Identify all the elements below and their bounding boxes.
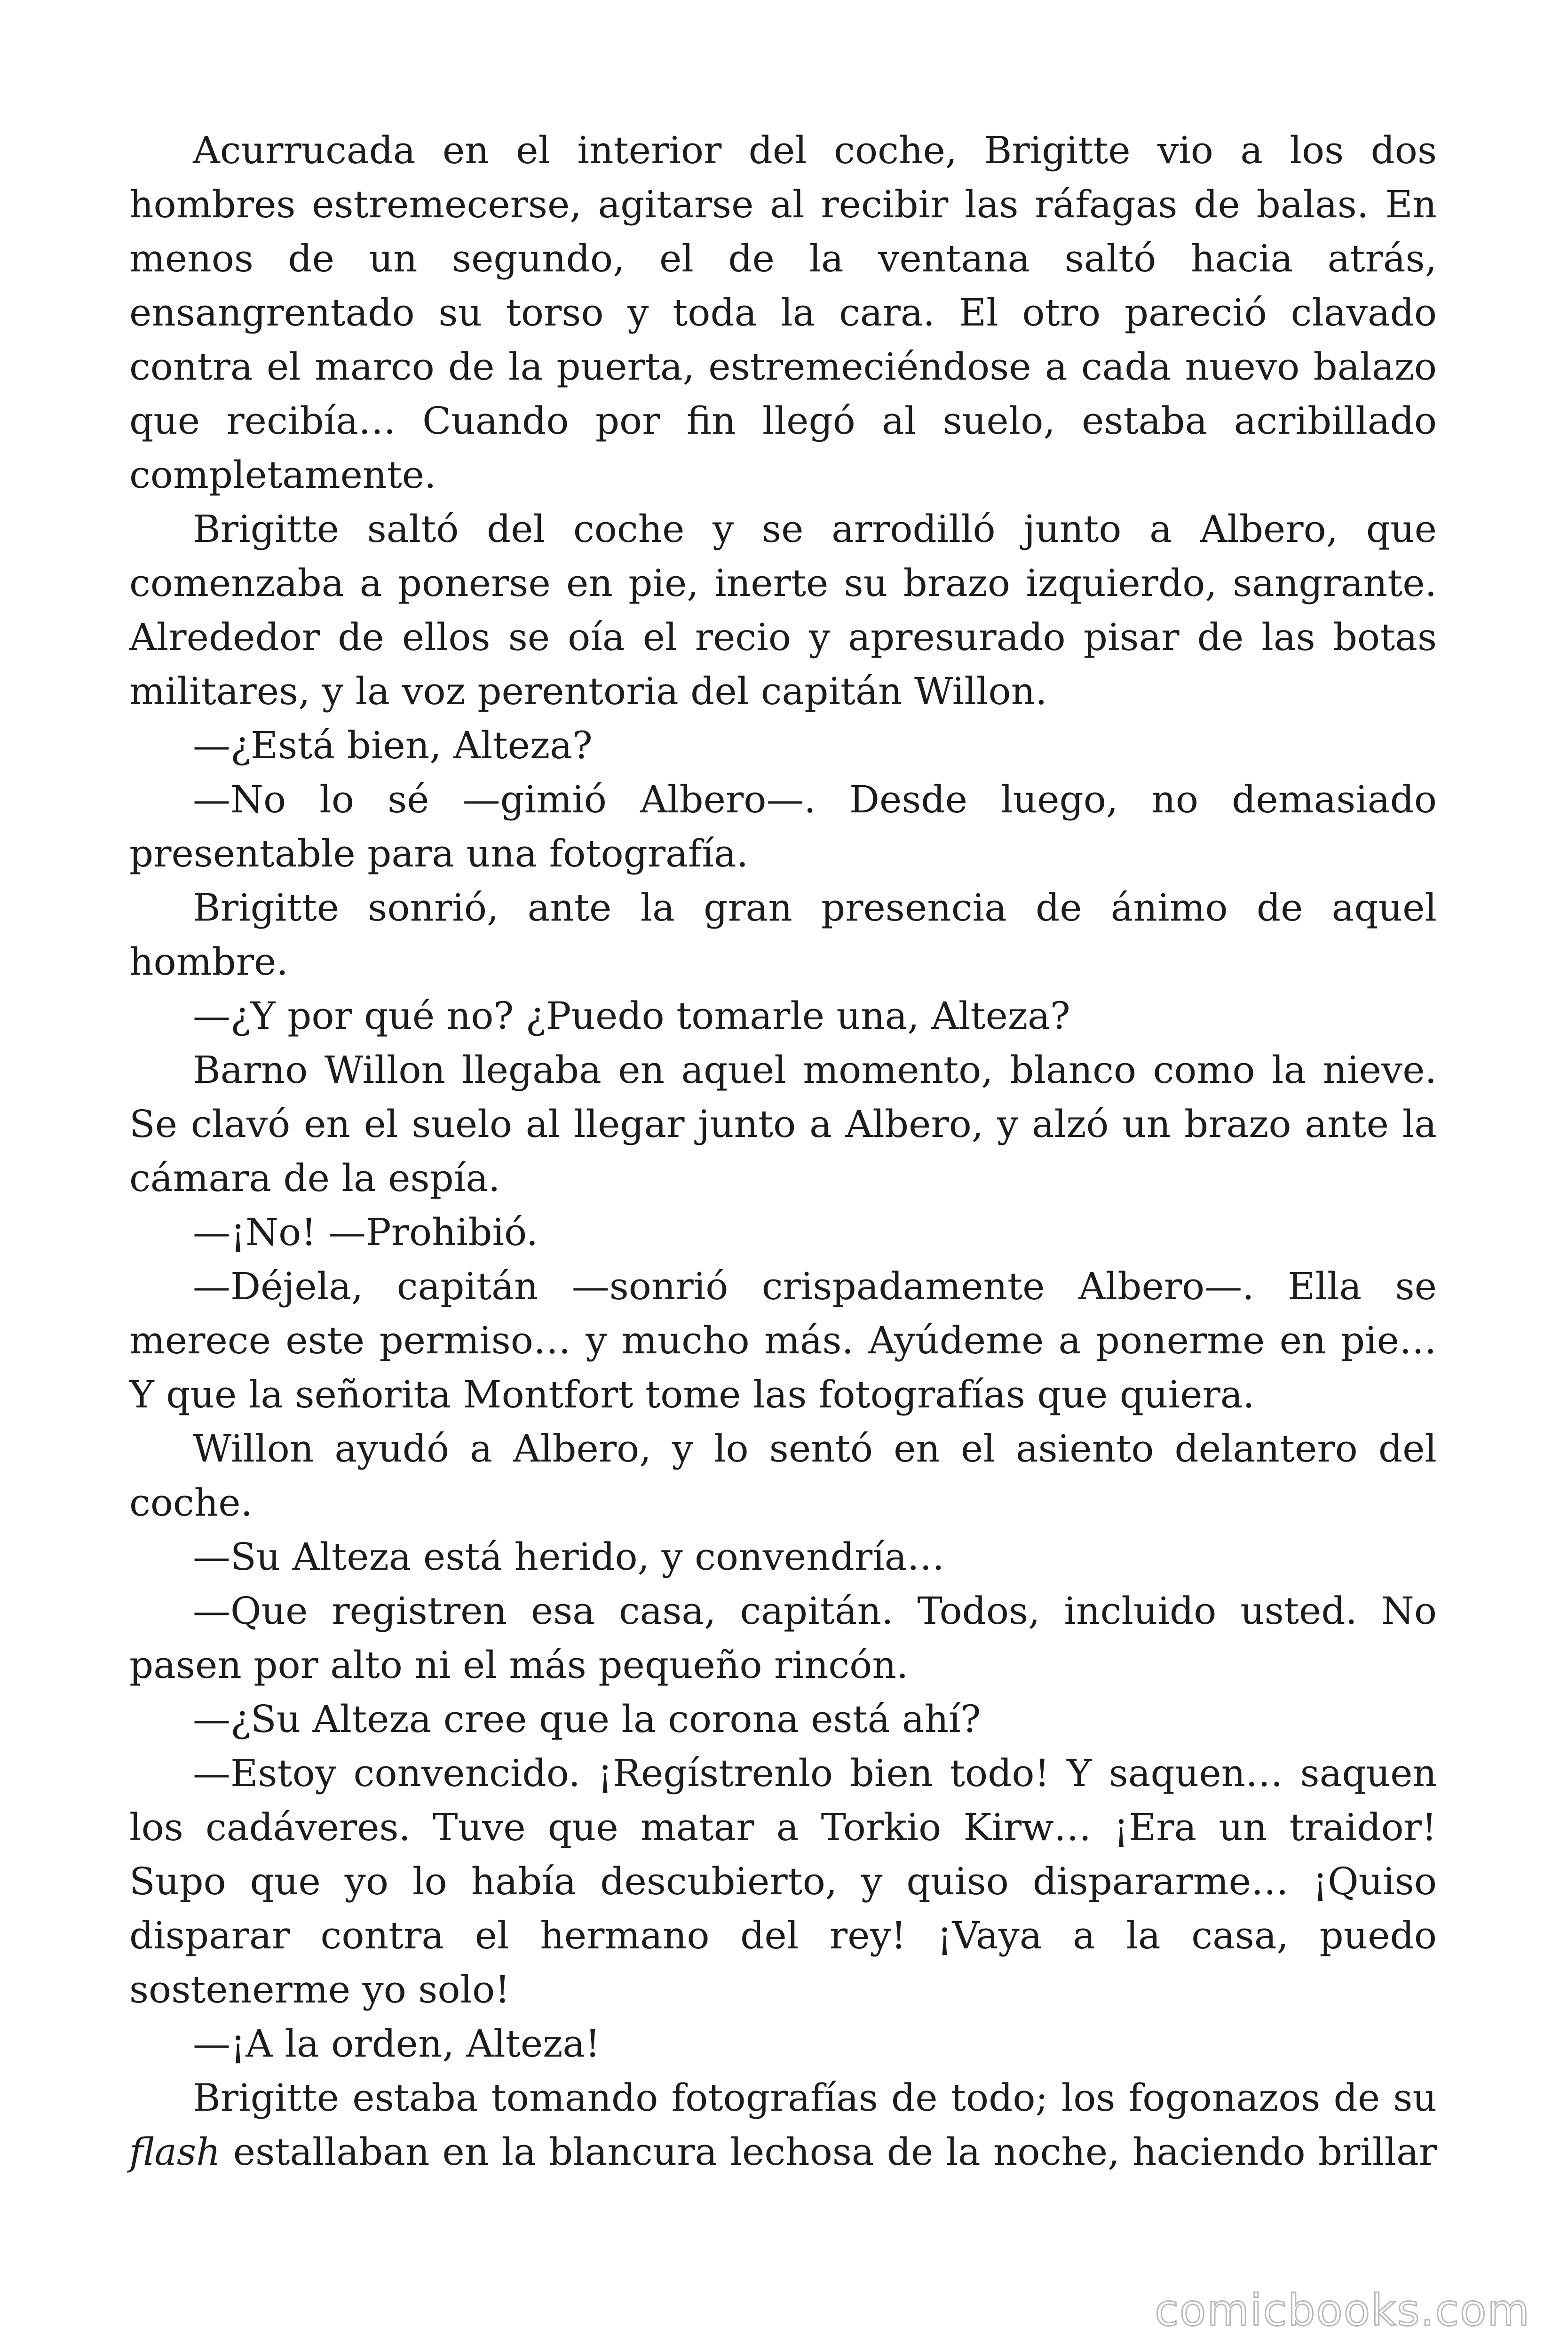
dialogue-line: —Estoy convencido. ¡Regístrenlo bien todo! Y saquen… saquen los cadáveres. Tuve que matar a Torkio Kirw… ¡Era un traidor! Supo que yo lo había descubierto, y quiso dispararme… ¡Quiso disparar contra el hermano del rey! ¡Vaya a la casa, puedo sostenerme yo solo! bbox=[129, 1751, 1437, 2011]
dialogue-line: —Su Alteza está herido, y convendría… bbox=[193, 1535, 945, 1579]
paragraph: Barno Willon llegaba en aquel momento, blanco como la nieve. Se clavó en el suelo al llegar junto a Albero, y alzó un brazo ante la cámara de la espía. bbox=[129, 1048, 1437, 1200]
paragraph-text: estallaban en la blancura lechosa de la noche, haciendo brillar bbox=[220, 2130, 1437, 2174]
paragraph: Willon ayudó a Albero, y lo sentó en el asiento delantero del coche. bbox=[129, 1427, 1437, 1525]
body-text bbox=[129, 123, 1437, 2179]
dialogue-line: —¡No! —Prohibió. bbox=[193, 1210, 539, 1254]
dialogue-line: —¿Está bien, Alteza? bbox=[193, 723, 593, 767]
dialogue-line: —Que registren esa casa, capitán. Todos, incluido usted. No pasen por alto ni el más pequeño rincón. bbox=[129, 1589, 1437, 1687]
dialogue-line: —¡A la orden, Alteza! bbox=[193, 2022, 601, 2066]
dialogue-line: —¿Su Alteza cree que la corona está ahí? bbox=[193, 1697, 981, 1741]
paragraph: Acurrucada en el interior del coche, Brigitte vio a los dos hombres estremecerse, agitarse al recibir las ráfagas de balas. En menos de un segundo, el de la ventana saltó hacia atrás, ensangrentado su torso y toda la cara. El otro pareció clavado contra el marco de la puerta, estremeciéndose a cada nuevo balazo que recibía… Cuando por fin llegó al suelo, estaba acribillado completamente. bbox=[129, 128, 1437, 497]
watermark: comicbooks.com bbox=[1155, 2285, 1530, 2336]
dialogue-line: —Déjela, capitán —sonrió crispadamente Albero—. Ella se merece este permiso… y mucho más. Ayúdeme a ponerme en pie… Y que la señorita Montfort tome las fotografías que quiera. bbox=[129, 1264, 1437, 1416]
dialogue-line: —¿Y por qué no? ¿Puedo tomarle una, Alteza? bbox=[193, 994, 1070, 1038]
paragraph: Brigitte saltó del coche y se arrodilló junto a Albero, que comenzaba a ponerse en pie, inerte su brazo izquierdo, sangrante. Alrededor de ellos se oía el recio y apresurado pisar de las botas militares, y la voz perentoria del capitán Willon. bbox=[129, 507, 1437, 713]
dialogue-line: —No lo sé —gimió Albero—. Desde luego, no demasiado presentable para una fotografía. bbox=[129, 778, 1437, 875]
paragraph-continued bbox=[129, 2071, 1437, 2179]
italic-word: flash bbox=[129, 2130, 221, 2174]
paragraph-text: Brigitte estaba tomando fotografías de todo; los fogonazos de su bbox=[193, 2076, 1437, 2120]
paragraph: Brigitte sonrió, ante la gran presencia de ánimo de aquel hombre. bbox=[129, 886, 1437, 984]
